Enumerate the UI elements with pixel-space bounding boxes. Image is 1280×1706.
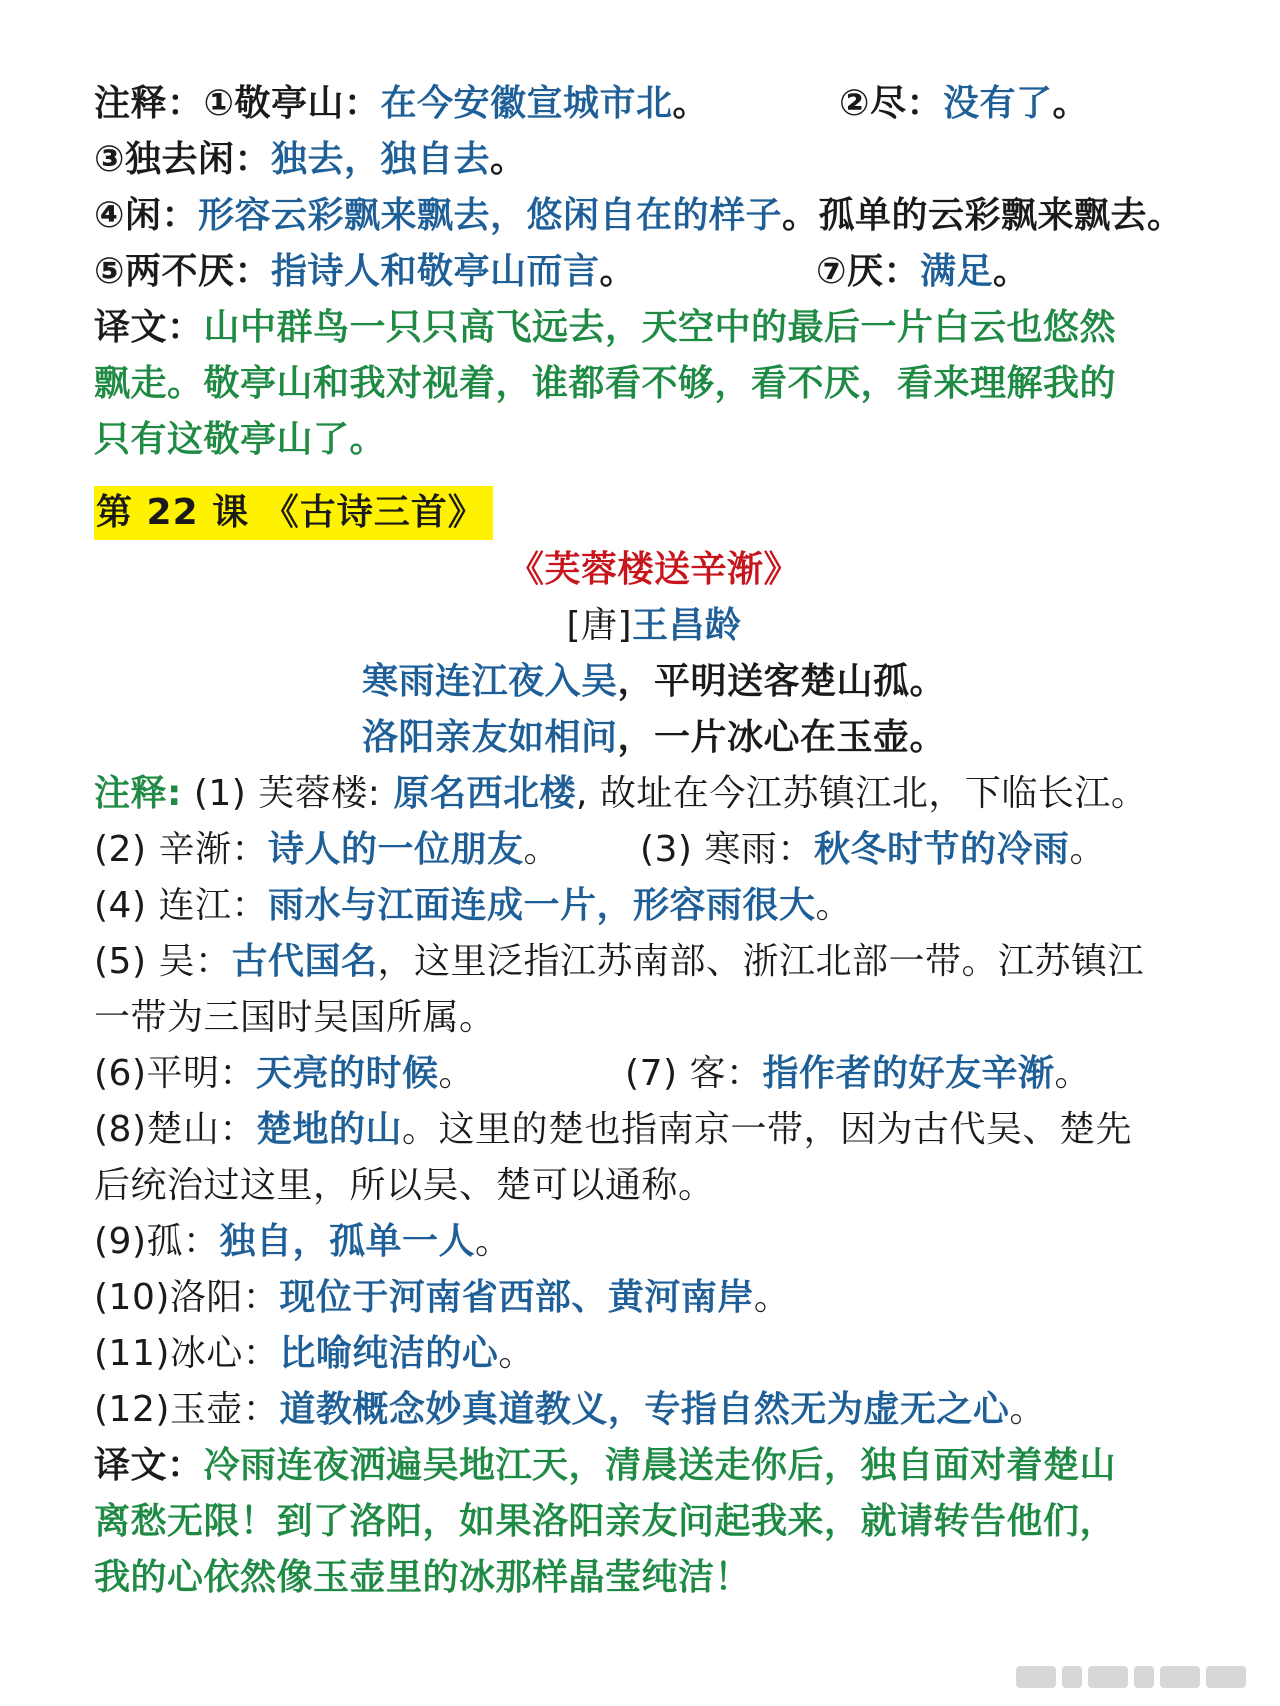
punctuation: 。 — [1009, 1389, 1046, 1430]
punctuation: 。 — [438, 1053, 476, 1094]
note-extra: , 故址在今江苏镇江北，下临长江。 — [575, 773, 1148, 814]
note-definition: 满足 — [920, 251, 994, 292]
notes-label: 注释: — [94, 773, 182, 814]
translation-line-2: 飘走。敬亭山和我对视着，谁都看不够，看不厌，看来理解我的 — [94, 363, 1117, 404]
punctuation: 。 — [1069, 829, 1106, 870]
note-extra: 。孤单的云彩飘来飘去。 — [782, 195, 1184, 236]
verse-part: 洛阳亲友如相问 — [361, 717, 618, 758]
punctuation: 。 — [599, 251, 637, 292]
note-term: (10)洛阳： — [94, 1277, 280, 1318]
note-definition: 天亮的时候 — [256, 1053, 439, 1094]
punctuation: 。 — [1054, 1053, 1092, 1094]
note-definition: 秋冬时节的冷雨 — [813, 829, 1070, 870]
watermark-block — [1134, 1666, 1154, 1688]
note-definition: 没有了 — [943, 83, 1053, 124]
note-term: (4) 连江： — [94, 885, 268, 926]
translation-label: 译文： — [94, 307, 204, 348]
note-term: (1) 芙蓉楼: — [181, 773, 381, 814]
note-definition: 指作者的好友辛渐 — [762, 1053, 1055, 1094]
lesson-heading: 第 22 课 《古诗三首》 — [94, 486, 493, 540]
poem-translation-line-2: 离愁无限！到了洛阳，如果洛阳亲友问起我来，就请转告他们， — [94, 1501, 1117, 1542]
dynasty: [唐] — [566, 605, 633, 646]
poem-verse-2 — [94, 710, 1214, 766]
punctuation: 。 — [1052, 83, 1090, 124]
note-definition: 在今安徽宣城市北 — [380, 83, 673, 124]
translation-line-3: 只有这敬亭山了。 — [94, 419, 387, 460]
note-term: ⑤两不厌： — [94, 251, 271, 292]
punctuation: 。 — [498, 1333, 535, 1374]
note-line-1 — [94, 76, 1214, 132]
poem-note-12 — [94, 1382, 1214, 1438]
translation-label: 译文： — [94, 1445, 204, 1486]
punctuation: 。 — [490, 139, 527, 180]
document-content — [94, 76, 1214, 1606]
note-line-2 — [94, 132, 1214, 188]
punctuation: 。 — [993, 251, 1030, 292]
note-definition: 比喻纯洁的心 — [279, 1333, 499, 1374]
poem-note-8 — [94, 1102, 1214, 1158]
poem-note-6 — [94, 1046, 1214, 1102]
watermark-block — [1206, 1666, 1246, 1688]
watermark-block — [1160, 1666, 1200, 1688]
watermark-block — [1088, 1666, 1128, 1688]
note-definition: 独自，孤单一人 — [219, 1221, 476, 1262]
watermark-logo — [1016, 1664, 1256, 1690]
note-term: (12)玉壶： — [94, 1389, 280, 1430]
note-definition: 形容云彩飘来飘去，悠闲自在的样子 — [197, 195, 782, 236]
note-term: (9)孤： — [94, 1221, 220, 1262]
poem-note-8-cont: 后统治过这里，所以吴、楚可以通称。 — [94, 1165, 715, 1206]
poem-title: 《芙蓉楼送辛渐》 — [507, 549, 800, 590]
note-term: ②尽： — [839, 83, 943, 124]
note-term: (7) 客： — [625, 1053, 763, 1094]
note-term: ⑦厌： — [816, 251, 920, 292]
note-term: ③独去闲： — [94, 139, 271, 180]
verse-part: ，一片冰心在玉壶。 — [617, 717, 947, 758]
poem-note-1 — [94, 766, 1214, 822]
note-definition: 独去，独自去 — [270, 139, 490, 180]
note-definition: 指诗人和敬亭山而言 — [270, 251, 600, 292]
poem-note-11 — [94, 1326, 1214, 1382]
verse-part: ，平明送客楚山孤。 — [617, 661, 947, 702]
poem-translation-line-1 — [94, 1438, 1214, 1494]
note-term: (6)平明： — [94, 1053, 256, 1094]
watermark-block — [1016, 1666, 1056, 1688]
note-definition: 诗人的一位朋友 — [267, 829, 524, 870]
poem-verse-1 — [94, 654, 1214, 710]
note-definition: 楚地的山 — [256, 1109, 403, 1150]
note-term: ④闲： — [94, 195, 198, 236]
poem-note-2 — [94, 822, 1214, 878]
note-definition: 古代国名 — [231, 941, 378, 982]
note-term: (2) 辛渐： — [94, 829, 268, 870]
punctuation: 。 — [815, 885, 852, 926]
poem-note-5 — [94, 934, 1214, 990]
punctuation: 。 — [672, 83, 710, 124]
note-definition: 道教概念妙真道教义，专指自然无为虚无之心 — [279, 1389, 1010, 1430]
poem-note-4 — [94, 878, 1214, 934]
note-term: (8)楚山： — [94, 1109, 256, 1150]
poem-note-10 — [94, 1270, 1214, 1326]
verse-part: 寒雨连江夜入吴 — [361, 661, 618, 702]
note-extra: 。这里的楚也指南京一带，因为古代吴、楚先 — [402, 1109, 1133, 1150]
punctuation: 。 — [523, 829, 560, 870]
note-line-4 — [94, 244, 1214, 300]
note-term: 注释：①敬亭山： — [94, 83, 381, 124]
poem-note-9 — [94, 1214, 1214, 1270]
translation-text: 冷雨连夜洒遍吴地江天，清晨送走你后，独自面对着楚山 — [203, 1445, 1117, 1486]
note-definition: 雨水与江面连成一片，形容雨很大 — [267, 885, 816, 926]
note-line-3 — [94, 188, 1214, 244]
author: 王昌龄 — [632, 605, 742, 646]
poem-translation-line-3: 我的心依然像玉壶里的冰那样晶莹纯洁！ — [94, 1557, 752, 1598]
lesson-heading-wrap — [94, 486, 1214, 540]
note-term: (5) 吴： — [94, 941, 232, 982]
translation-text: 山中群鸟一只只高飞远去，天空中的最后一片白云也悠然 — [203, 307, 1117, 348]
watermark-block — [1062, 1666, 1082, 1688]
note-term: (3) 寒雨： — [639, 829, 814, 870]
note-extra: ，这里泛指江苏南部、浙江北部一带。江苏镇江 — [377, 941, 1144, 982]
note-term: (11)冰心： — [94, 1333, 280, 1374]
note-definition: 原名西北楼 — [380, 773, 576, 814]
punctuation: 。 — [753, 1277, 791, 1318]
note-definition: 现位于河南省西部、黄河南岸 — [279, 1277, 754, 1318]
punctuation: 。 — [475, 1221, 512, 1262]
translation-line-1 — [94, 300, 1214, 356]
poem-note-5-cont: 一带为三国时吴国所属。 — [94, 997, 496, 1038]
poem-author-line — [94, 598, 1214, 654]
